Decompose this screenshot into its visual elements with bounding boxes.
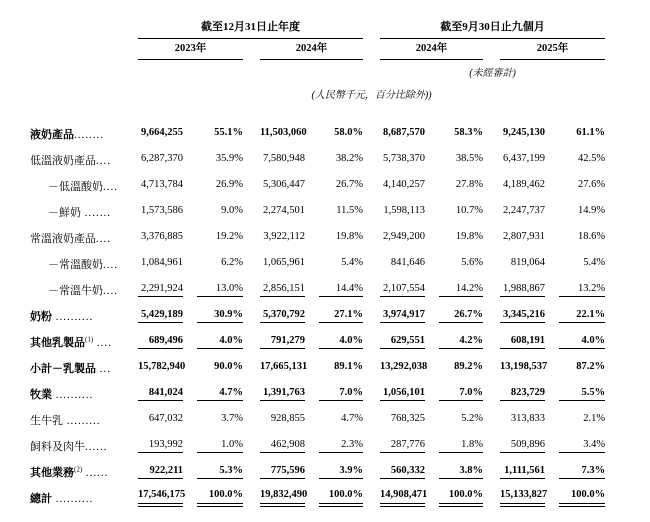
column-gap [483,485,500,511]
cell-value: 689,496 [138,329,183,355]
dot-leader: .... [103,259,118,271]
cell-value: 1,391,763 [260,381,305,407]
row-label [30,329,138,355]
row-label-text: 牧業 [30,389,52,401]
row-label-text: 飼料及肉牛 [30,441,85,453]
cell-value: 15,133,827 [500,485,545,511]
cell-percent: 89.1% [334,361,364,372]
cell-value: 313,833 [510,413,546,424]
column-gap [243,407,260,433]
cell-percent: 4.0% [183,329,243,355]
cell-percent: 87.2% [576,361,606,372]
column-gap [243,199,260,225]
column-gap [243,433,260,459]
cell-percent: 3.9% [305,459,363,485]
column-gap [363,199,380,225]
row-label-text: 總計 [30,493,52,505]
cell-value: 17,546,175 [138,485,183,511]
cell-percent: 30.9% [183,303,243,329]
cell-value: 2,856,151 [260,277,305,303]
cell-percent: 55.1% [214,127,243,138]
cell-value: 15,782,940 [138,361,186,372]
cell-percent: 4.7% [183,381,243,407]
column-gap [363,407,380,433]
cell-percent: 26.7% [425,303,483,329]
cell-percent: 3.8% [425,459,483,485]
row-label [30,277,138,303]
cell-value: 4,713,784 [141,179,183,190]
cell-value: 1,056,101 [380,381,425,407]
row-label [30,147,138,173]
column-gap [483,147,500,173]
column-gap [243,173,260,199]
dot-leader: .......... [52,493,94,505]
cell-percent: 5.2% [461,413,484,424]
cell-value: 647,032 [148,413,183,424]
cell-percent: 13.0% [183,277,243,303]
table-row [30,355,605,381]
table-row [30,173,605,199]
column-gap [483,277,500,303]
cell-value: 1,573,586 [141,205,183,216]
column-gap [243,381,260,407]
dot-leader: ....... [81,207,111,219]
row-label-text: 生牛乳 [30,415,63,427]
cell-percent: 3.4% [545,433,605,459]
unaudited-note-row [30,60,605,84]
footnote-marker: (1) [85,335,94,344]
row-label-text: 其他乳製品 [30,337,85,349]
cell-percent: 5.4% [341,257,364,268]
cell-value: 6,437,199 [503,153,546,164]
year-header-row [30,39,605,60]
cell-value: 768,325 [390,413,426,424]
cell-value: 3,345,216 [500,303,545,329]
cell-percent: 1.0% [183,433,243,459]
cell-percent: 10.7% [455,205,484,216]
row-label-text: 其他業務 [30,467,74,479]
year-header-2024: 2024年 [260,39,363,60]
cell-percent: 100.0% [545,485,605,511]
cell-value: 775,596 [260,459,305,485]
cell-percent: 89.2% [454,361,484,372]
column-gap [483,121,500,147]
column-gap [243,147,260,173]
dot-leader: .......... [52,311,94,323]
unaudited-note: (未經審計) [469,68,516,79]
cell-percent: 2.1% [583,413,606,424]
column-gap [483,199,500,225]
cell-percent: 42.5% [577,153,606,164]
row-label-text: 小計－乳製品 [30,363,96,375]
cell-percent: 27.6% [577,179,606,190]
cell-percent: 7.3% [545,459,605,485]
row-label [30,433,138,459]
column-gap [483,407,500,433]
cell-value: 608,191 [500,329,545,355]
column-gap [363,433,380,459]
cell-percent: 5.4% [583,257,606,268]
cell-percent: 5.6% [461,257,484,268]
year-header-2024-nine-months: 2024年 [380,39,483,60]
table-row [30,407,605,433]
cell-value: 5,738,370 [383,153,426,164]
column-gap [363,303,380,329]
row-label-text: 奶粉 [30,311,52,323]
cell-value: 1,988,867 [500,277,545,303]
column-gap [243,459,260,485]
column-gap [363,121,380,147]
row-label-text: －常溫牛奶 [48,285,103,297]
cell-percent: 35.9% [215,153,243,164]
cell-percent: 4.0% [305,329,363,355]
dot-leader: .... [103,285,118,297]
year-header-2025: 2025年 [500,39,605,60]
row-label [30,485,138,511]
dot-leader: .... [96,155,111,167]
cell-value: 1,598,113 [383,205,426,216]
column-gap [363,60,380,84]
cell-percent: 4.7% [341,413,364,424]
cell-value: 1,065,961 [263,257,305,268]
column-gap [483,225,500,251]
period-group-annual: 截至12月31日止年度 [138,10,363,39]
cell-percent: 9.0% [221,205,243,216]
cell-value: 3,974,917 [380,303,425,329]
cell-value: 9,245,130 [503,127,546,138]
header-spacer [138,60,363,84]
header-spacer [30,10,138,39]
cell-value: 9,664,255 [141,127,183,138]
cell-percent: 7.0% [425,381,483,407]
column-gap [243,303,260,329]
table-row [30,121,605,147]
column-gap [363,485,380,511]
column-gap [363,251,380,277]
cell-percent: 7.0% [305,381,363,407]
column-gap [243,251,260,277]
cell-value: 3,376,885 [141,231,183,242]
table-row [30,433,605,459]
dot-leader: ......... [63,415,101,427]
cell-value: 509,896 [500,433,545,459]
cell-percent: 5.5% [545,381,605,407]
cell-percent: 14.9% [577,205,606,216]
cell-percent: 6.2% [221,257,243,268]
cell-value: 4,140,257 [383,179,426,190]
cell-value: 5,306,447 [263,179,305,190]
dot-leader: ........ [74,129,104,141]
cell-value: 3,922,112 [263,231,305,242]
cell-percent: 14.4% [305,277,363,303]
cell-percent: 4.0% [545,329,605,355]
table-row [30,303,605,329]
row-label [30,407,138,433]
dot-leader: .... [93,337,112,349]
cell-percent: 100.0% [305,485,363,511]
cell-value: 7,580,948 [263,153,305,164]
cell-percent: 26.9% [215,179,243,190]
column-gap [483,173,500,199]
table-body [30,121,605,511]
dot-leader: ...... [85,441,108,453]
cell-value: 19,832,490 [260,485,305,511]
row-label-text: 液奶產品 [30,129,74,141]
row-label-text: 低溫液奶產品 [30,155,96,167]
cell-value: 5,370,792 [260,303,305,329]
cell-percent: 13.2% [545,277,605,303]
cell-value: 922,211 [138,459,183,485]
column-gap [243,355,260,381]
header-spacer [30,60,138,84]
currency-unit-note: (人民幣千元，百分比除外)) [311,90,432,101]
cell-value: 823,729 [500,381,545,407]
cell-value: 11,503,060 [260,127,307,138]
row-label [30,459,138,485]
cell-value: 13,198,537 [500,361,548,372]
row-label [30,225,138,251]
column-gap [363,39,380,60]
cell-percent: 90.0% [214,361,243,372]
cell-percent: 4.2% [425,329,483,355]
column-gap [483,433,500,459]
row-label-text: －低溫酸奶 [48,181,103,193]
row-label [30,355,138,381]
row-label [30,303,138,329]
column-gap [243,39,260,60]
cell-percent: 58.3% [454,127,484,138]
cell-percent: 18.6% [577,231,606,242]
column-gap [243,121,260,147]
cell-value: 14,908,471 [380,485,425,511]
table-row [30,251,605,277]
dot-leader: ...... [82,467,109,479]
cell-value: 2,291,924 [138,277,183,303]
column-gap [483,355,500,381]
column-gap [363,225,380,251]
cell-percent: 27.1% [305,303,363,329]
column-gap [363,147,380,173]
table-row [30,329,605,355]
cell-value: 4,189,462 [503,179,546,190]
cell-value: 841,024 [138,381,183,407]
cell-value: 5,429,189 [138,303,183,329]
row-label [30,121,138,147]
cell-value: 2,807,931 [503,231,546,242]
cell-percent: 26.7% [335,179,364,190]
column-gap [363,10,380,39]
cell-percent: 19.2% [215,231,243,242]
dot-leader: ... [96,363,111,375]
column-gap [363,277,380,303]
cell-percent: 1.8% [425,433,483,459]
column-gap [363,355,380,381]
cell-percent: 14.2% [425,277,483,303]
header-spacer [30,83,138,104]
table-row [30,381,605,407]
unit-note-row [30,83,605,104]
column-gap [483,329,500,355]
table-row [30,277,605,303]
column-gap [483,381,500,407]
cell-value: 17,665,131 [260,361,308,372]
cell-value: 1,084,961 [141,257,183,268]
cell-value: 629,551 [380,329,425,355]
header-spacer [30,39,138,60]
cell-value: 287,776 [380,433,425,459]
row-label [30,251,138,277]
cell-value: 13,292,038 [380,361,428,372]
cell-percent: 100.0% [425,485,483,511]
row-label [30,173,138,199]
row-label-text: 常溫液奶產品 [30,233,96,245]
cell-value: 1,111,561 [500,459,545,485]
column-gap [363,329,380,355]
table-row [30,225,605,251]
cell-value: 462,908 [260,433,305,459]
cell-percent: 19.8% [455,231,484,242]
cell-value: 791,279 [260,329,305,355]
column-gap [483,303,500,329]
cell-percent: 58.0% [334,127,364,138]
dot-leader: .... [103,181,118,193]
period-group-header-row [30,10,605,39]
column-gap [243,485,260,511]
cell-percent: 100.0% [183,485,243,511]
cell-value: 6,287,370 [141,153,183,164]
column-gap [363,381,380,407]
table-row [30,199,605,225]
cell-percent: 38.5% [455,153,484,164]
cell-percent: 61.1% [576,127,606,138]
column-gap [363,173,380,199]
cell-value: 841,646 [390,257,426,268]
column-gap [483,251,500,277]
cell-value: 2,949,200 [383,231,426,242]
footnote-marker: (2) [74,465,83,474]
table-row [30,147,605,173]
cell-value: 2,274,501 [263,205,305,216]
revenue-breakdown-table [30,10,605,511]
cell-percent: 22.1% [545,303,605,329]
period-group-nine-months: 截至9月30日止九個月 [380,10,605,39]
cell-value: 819,064 [510,257,546,268]
column-gap [483,39,500,60]
cell-value: 2,107,554 [380,277,425,303]
year-header-2023: 2023年 [138,39,243,60]
row-label [30,381,138,407]
cell-percent: 19.8% [335,231,364,242]
cell-percent: 2.3% [305,433,363,459]
row-label-text: －常溫酸奶 [48,259,103,271]
cell-percent: 27.8% [455,179,484,190]
cell-value: 193,992 [138,433,183,459]
table-row [30,485,605,511]
cell-value: 2,247,737 [503,205,546,216]
cell-percent: 3.7% [221,413,243,424]
column-gap [243,225,260,251]
cell-value: 560,332 [380,459,425,485]
cell-percent: 11.5% [336,205,364,216]
dot-leader: .......... [52,389,94,401]
row-label-text: －鮮奶 [48,207,81,219]
table-row [30,459,605,485]
cell-value: 928,855 [270,413,305,424]
column-gap [363,459,380,485]
row-label [30,199,138,225]
dot-leader: .... [96,233,111,245]
header-body-spacer [30,104,605,121]
column-gap [243,277,260,303]
cell-percent: 38.2% [335,153,364,164]
cell-value: 8,687,570 [383,127,426,138]
column-gap [243,329,260,355]
column-gap [483,459,500,485]
cell-percent: 5.3% [183,459,243,485]
